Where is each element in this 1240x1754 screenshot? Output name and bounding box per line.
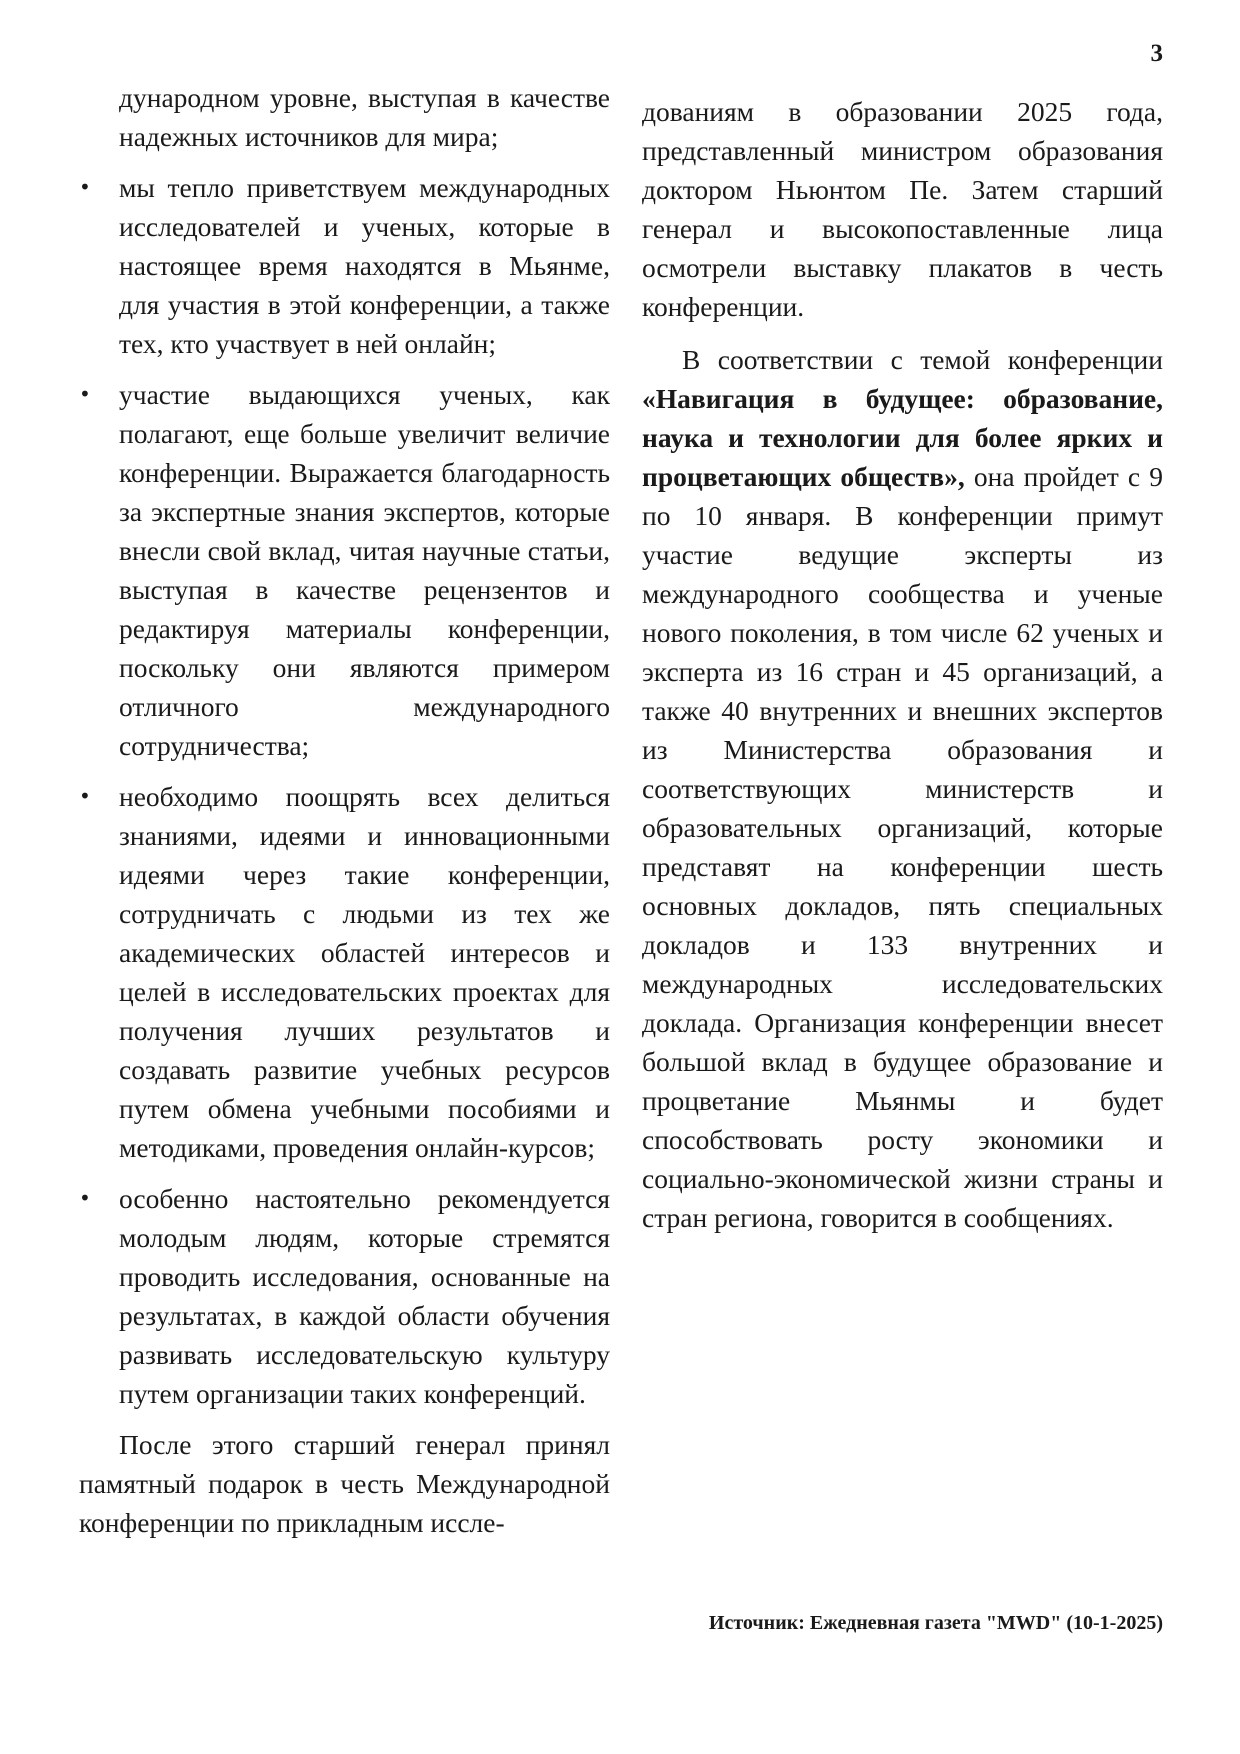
bullet-icon: • [79, 382, 91, 406]
body-paragraph: После этого старший генерал принял памятный подарок в честь Международной конференции по прикладным иссле- [79, 1429, 610, 1538]
theme-paragraph [642, 340, 1163, 1237]
body-paragraph: дованиям в образовании 2025 года, представленный министром образования доктором Ньюнтом Пе. Затем старший генерал и высокопоставленные лица осмотрели выставку плакатов в честь конференции. [642, 96, 1163, 322]
bullet-item [79, 375, 610, 765]
bullet-text: особенно настоятельно рекомендуется молодым людям, которые стремятся проводить исследования, основанные на результатах, в каждой области обучения развивать исследовательскую культуру путем организации таких конференций. [119, 1183, 610, 1409]
right-column [642, 78, 1163, 1237]
bullet-item [79, 1179, 610, 1413]
bullet-text: участие выдающихся ученых, как полагают, еще больше увеличит величие конференции. Выражается благодарность за экспертные знания экспертов, которые внесли свой вклад, читая научные статьи, выступая в качестве рецензентов и редактируя материалы конференции, поскольку они являются примером отличного международного сотрудничества; [119, 379, 610, 761]
bullet-item [79, 168, 610, 363]
bullet-icon: • [79, 784, 91, 808]
conference-theme-title: «Навигация в будущее: образование, наука и технологии для более ярких и процветающих обществ», [642, 383, 1163, 492]
bullet-icon: • [79, 175, 91, 199]
bullet-text: необходимо поощрять всех делиться знаниями, идеями и инновационными идеями через такие конференции, сотрудничать с людьми из тех же академических областей интересов и целей в исследовательских проектах для получения лучших результатов и создавать развитие учебных ресурсов путем обмена учебными пособиями и методиками, проведения онлайн-курсов; [119, 781, 610, 1163]
page-number: 3 [1150, 40, 1163, 67]
continuation-text: дународном уровне, выступая в качестве надежных источников для мира; [119, 82, 610, 152]
bullet-icon: • [79, 1186, 91, 1210]
theme-lead: В соответствии с темой конференции [682, 344, 1163, 375]
bullet-text: мы тепло приветствуем международных исследователей и ученых, которые в настоящее время находятся в Мьянме, для участия в этой конференции, а также тех, кто участвует в ней онлайн; [119, 172, 610, 359]
source-citation: Источник: Ежедневная газета "MWD" (10-1-2025) [708, 1612, 1163, 1634]
theme-rest: она пройдет с 9 по 10 января. В конференции примут участие ведущие эксперты из международного сообщества и ученые нового поколения, в том числе 62 ученых и эксперта из 16 стран и 45 организаций, а также 40 внутренних и внешних экспертов из Министерства образования и соответствующих министерств и образовательных организаций, которые представят на конференции шесть основных докладов, пять специальных докладов и 133 внутренних и международных исследовательских доклада. Организация конференции внесет большой вклад в будущее образование и процветание Мьянмы и будет способствовать росту экономики и социально-экономической жизни страны и стран региона, говорится в сообщениях. [642, 461, 1163, 1233]
bullet-item [79, 777, 610, 1167]
left-column [79, 78, 610, 1542]
